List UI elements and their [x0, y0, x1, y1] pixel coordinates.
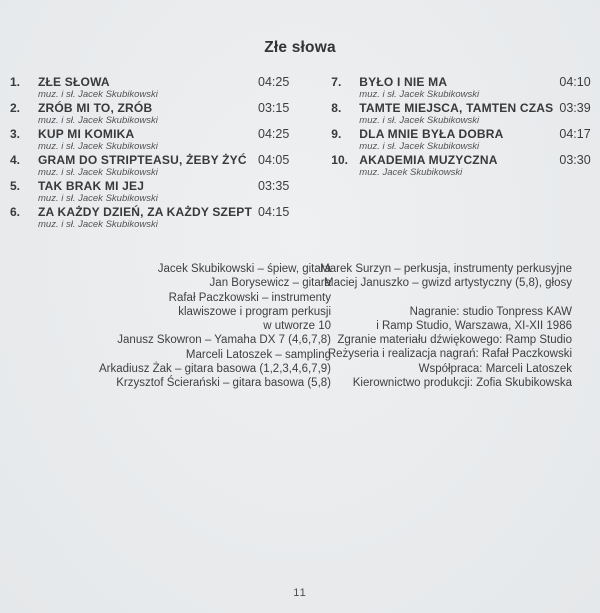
- tracklist-left-column: [10, 76, 289, 232]
- credit-line: Maciej Januszko – gwizd artystyczny (5,8), głosy: [324, 277, 572, 290]
- credits-spacer: [212, 291, 572, 305]
- tracklist-right-column: [331, 76, 590, 232]
- track-number: 8.: [331, 101, 342, 115]
- track-title: ZRÓB MI TO, ZRÓB: [38, 101, 153, 115]
- track-time: 04:15: [258, 205, 290, 219]
- track-title: BYŁO I NIE MA: [359, 75, 448, 89]
- credit-line: Jan Borysewicz – gitara: [209, 277, 331, 290]
- track-time: 03:30: [559, 153, 591, 167]
- credit-line: Janusz Skowron – Yamaha DX 7 (4,6,7,8): [117, 334, 331, 347]
- track-row: [331, 128, 590, 154]
- track-title: AKADEMIA MUZYCZNA: [359, 153, 498, 167]
- page-title: Złe słowa: [264, 39, 336, 56]
- page-number: 11: [293, 587, 307, 599]
- credit-line: w utworze 10: [263, 320, 331, 333]
- track-number: 7.: [331, 75, 342, 89]
- credit-line: Rafał Paczkowski – instrumenty: [168, 291, 331, 304]
- track-title: TAK BRAK MI JEJ: [38, 179, 145, 193]
- track-credit: muz. i sł. Jacek Skubikowski: [38, 219, 158, 230]
- track-row: [10, 206, 289, 232]
- track-number: 2.: [10, 101, 21, 115]
- track-number: 4.: [10, 153, 21, 167]
- track-credit: muz. i sł. Jacek Skubikowski: [38, 89, 158, 100]
- track-number: 6.: [10, 205, 21, 219]
- track-time: 04:25: [258, 75, 290, 89]
- track-time: 04:25: [258, 127, 290, 141]
- track-credit: muz. i sł. Jacek Skubikowski: [38, 167, 158, 178]
- credit-line: Jacek Skubikowski – śpiew, gitara: [157, 263, 331, 275]
- track-credit: muz. i sł. Jacek Skubikowski: [38, 141, 158, 152]
- track-number: 10.: [331, 153, 348, 167]
- track-title: ZŁE SŁOWA: [38, 75, 110, 89]
- track-number: 9.: [331, 127, 342, 141]
- credit-line: klawiszowe i program perkusji: [178, 305, 331, 318]
- track-time: 04:10: [559, 75, 591, 89]
- credit-line: Marek Surzyn – perkusja, instrumenty perkusyjne: [320, 263, 572, 275]
- track-credit: muz. Jacek Skubikowski: [359, 167, 463, 178]
- tracklist: [10, 75, 591, 232]
- track-time: 04:05: [258, 153, 290, 167]
- track-credit: muz. i sł. Jacek Skubikowski: [359, 141, 480, 152]
- track-number: 1.: [10, 75, 21, 89]
- credit-line: Kierownictwo produkcji: Zofia Skubikowska: [352, 377, 572, 390]
- track-time: 03:35: [258, 179, 290, 193]
- track-number: 5.: [10, 179, 21, 193]
- track-title: ZA KAŻDY DZIEŃ, ZA KAŻDY SZEPT: [38, 205, 253, 219]
- track-title: TAMTE MIEJSCA, TAMTEN CZAS: [359, 101, 554, 115]
- track-time: 04:17: [559, 127, 591, 141]
- credits-right: [212, 262, 572, 390]
- track-row: [331, 102, 590, 128]
- track-credit: muz. i sł. Jacek Skubikowski: [359, 89, 480, 100]
- track-row: [10, 76, 289, 102]
- credit-line: Nagranie: studio Tonpress KAW: [409, 305, 572, 318]
- track-credit: muz. i sł. Jacek Skubikowski: [359, 115, 480, 126]
- track-credit: muz. i sł. Jacek Skubikowski: [38, 193, 158, 204]
- credit-line: Krzysztof Ścierański – gitara basowa (5,8): [116, 377, 331, 390]
- credit-line: Arkadiusz Żak – gitara basowa (1,2,3,4,6,7,9): [98, 363, 331, 376]
- track-row: [10, 180, 289, 206]
- credit-line: Zgranie materiału dźwiękowego: Ramp Studio: [337, 334, 572, 347]
- credit-line: Reżyseria i realizacja nagrań: Rafał Paczkowski: [327, 348, 572, 361]
- track-time: 03:39: [559, 101, 591, 115]
- credit-line: Marceli Latoszek – sampling: [185, 348, 331, 361]
- track-row: [10, 154, 289, 180]
- track-title: GRAM DO STRIPTEASU, ŻEBY ŻYĆ: [38, 153, 247, 167]
- track-time: 03:15: [258, 101, 290, 115]
- track-title: DLA MNIE BYŁA DOBRA: [359, 127, 504, 141]
- track-row: [331, 154, 590, 180]
- track-number: 3.: [10, 127, 21, 141]
- track-row: [10, 102, 289, 128]
- track-title: KUP MI KOMIKA: [38, 127, 135, 141]
- credit-line: Współpraca: Marceli Latoszek: [418, 362, 572, 375]
- track-row: [331, 76, 590, 102]
- track-credit: muz. i sł. Jacek Skubikowski: [38, 115, 158, 126]
- credit-line: i Ramp Studio, Warszawa, XI-XII 1986: [376, 319, 572, 332]
- track-row: [10, 128, 289, 154]
